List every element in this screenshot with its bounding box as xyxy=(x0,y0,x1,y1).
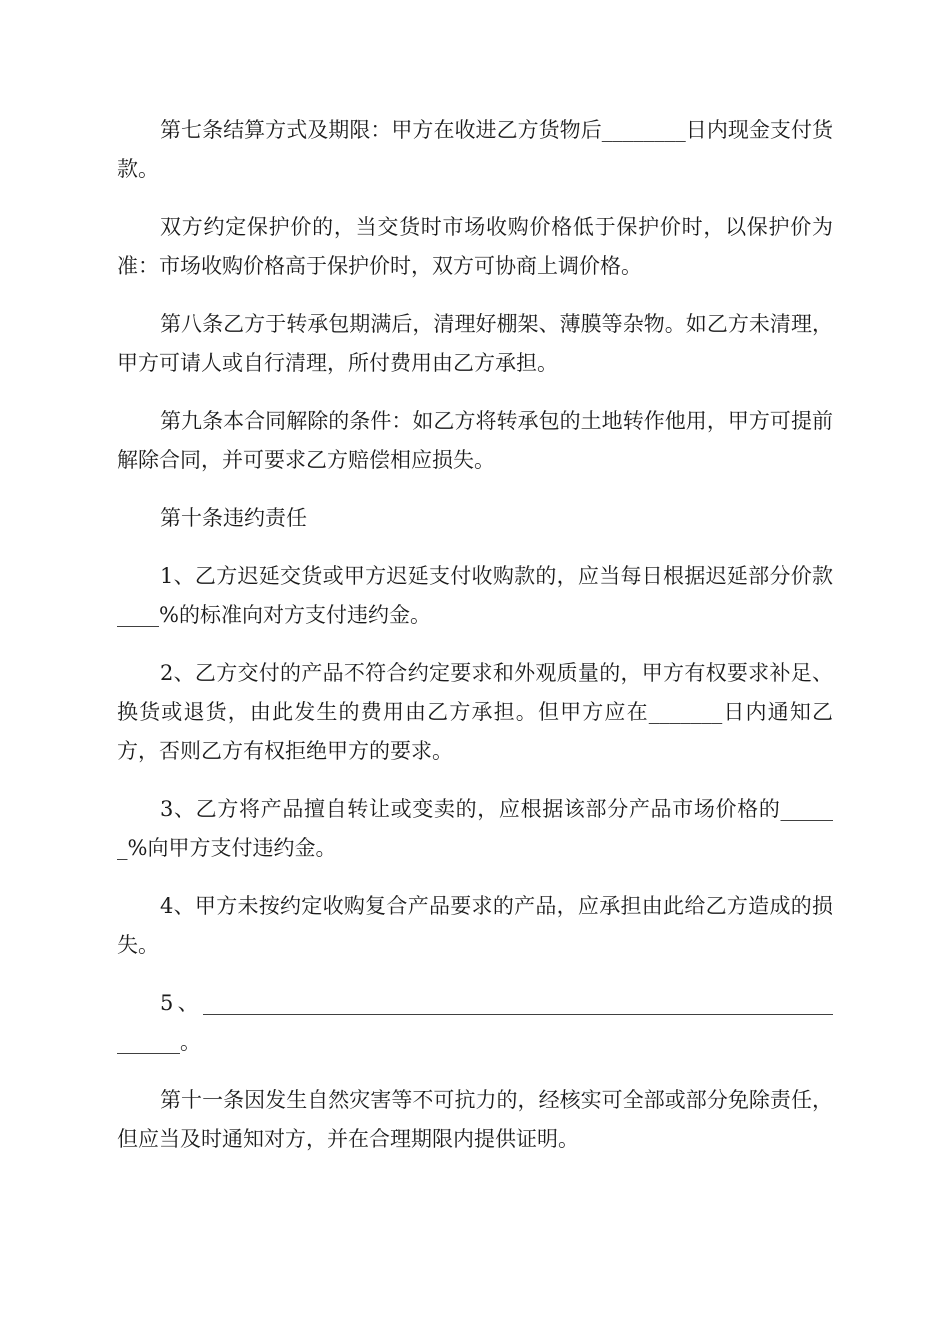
liability-item-5: 5、__________________________________________________________________。 xyxy=(117,991,833,1054)
liability-item-2: 2、乙方交付的产品不符合约定要求和外观质量的，甲方有权要求补足、换货或退货，由此发生的费用由乙方承担。但甲方应在_______日内通知乙方，否则乙方有权拒绝甲方的要求。 xyxy=(117,661,833,763)
clause-11-force-majeure: 第十一条因发生自然灾害等不可抗力的，经核实可全部或部分免除责任，但应当及时通知对方，并在合理期限内提供证明。 xyxy=(117,1088,833,1151)
clause-8-cleanup: 第八条乙方于转承包期满后，清理好棚架、薄膜等杂物。如乙方未清理，甲方可请人或自行清理，所付费用由乙方承担。 xyxy=(117,312,833,375)
liability-item-4: 4、甲方未按约定收购复合产品要求的产品，应承担由此给乙方造成的损失。 xyxy=(117,894,833,957)
protection-price-paragraph: 双方约定保护价的，当交货时市场收购价格低于保护价时，以保护价为准：市场收购价格高于保护价时，双方可协商上调价格。 xyxy=(117,215,833,278)
clause-7-settlement: 第七条结算方式及期限：甲方在收进乙方货物后________日内现金支付货款。 xyxy=(117,118,833,181)
clause-10-heading: 第十条违约责任 xyxy=(160,506,307,530)
liability-item-3: 3、乙方将产品擅自转让或变卖的，应根据该部分产品市场价格的______%向甲方支付违约金。 xyxy=(117,797,833,860)
document-body xyxy=(117,111,833,1178)
liability-item-1: 1、乙方迟延交货或甲方迟延支付收购款的，应当每日根据迟延部分价款____%的标准向对方支付违约金。 xyxy=(117,564,833,627)
clause-9-termination: 第九条本合同解除的条件：如乙方将转承包的土地转作他用，甲方可提前解除合同，并可要求乙方赔偿相应损失。 xyxy=(117,409,833,472)
